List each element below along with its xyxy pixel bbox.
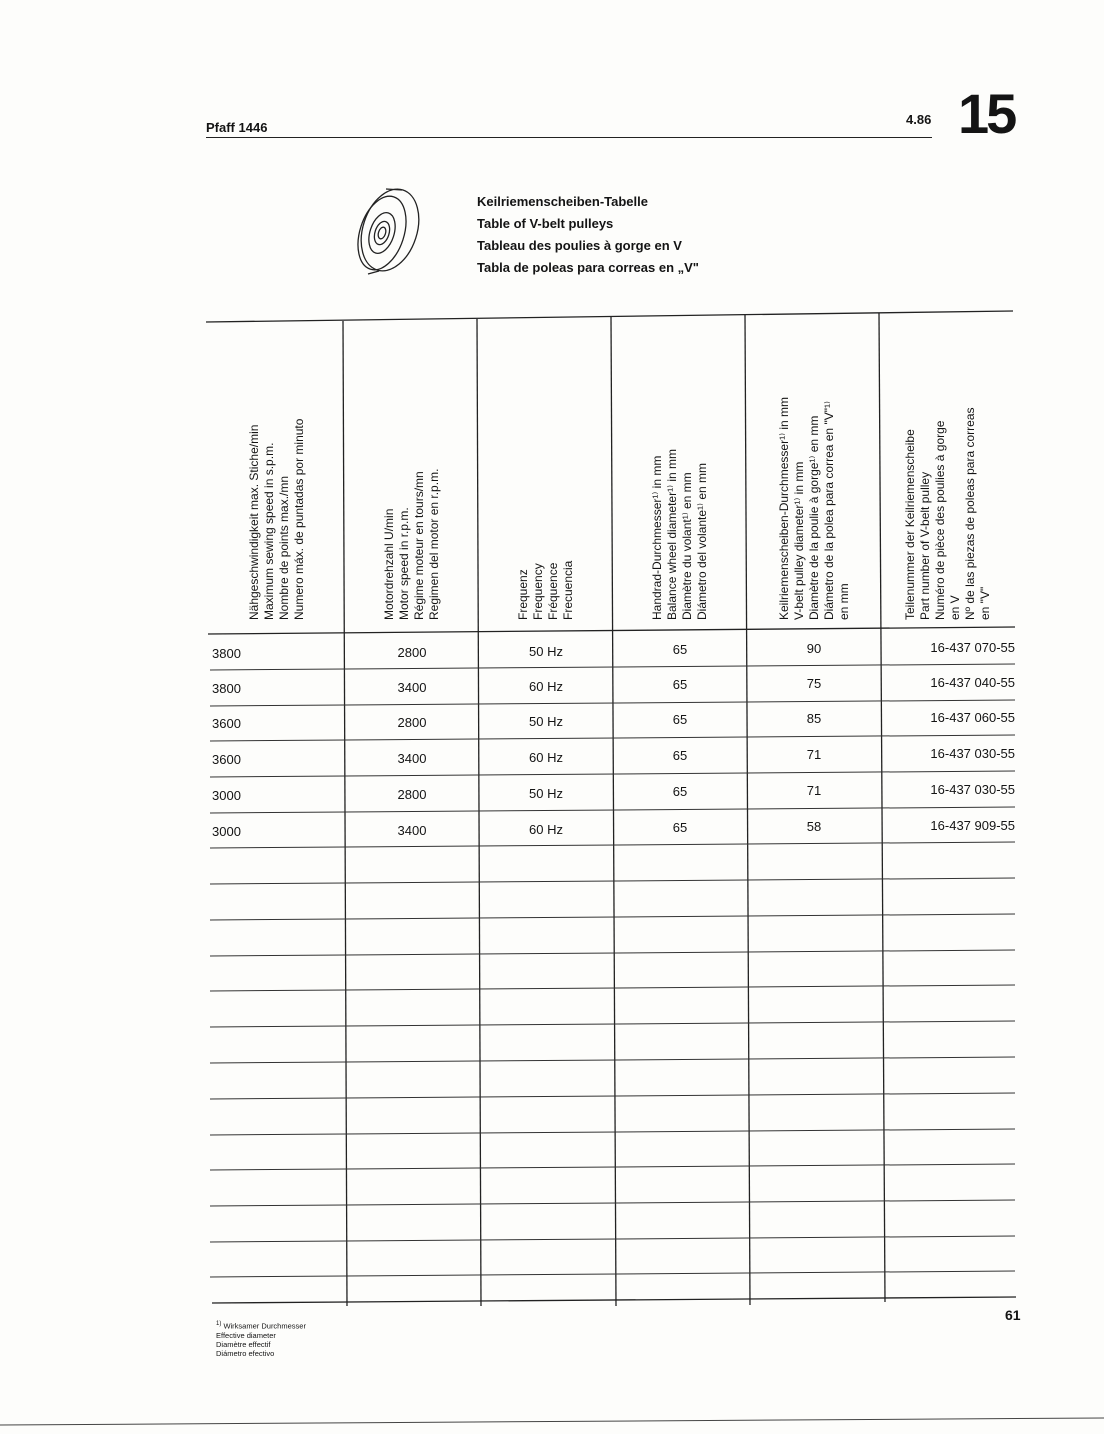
column-header-line: Numéro de pièce des poulies à gorge — [933, 420, 947, 620]
table-cell: 71 — [806, 747, 822, 763]
row-rule — [210, 950, 1015, 956]
row-rule — [210, 985, 1015, 991]
table-cell: 3800 — [212, 646, 241, 661]
column-header-line: Part number of V-belt pulley — [918, 471, 932, 620]
title-fr: Tableau des poulies à gorge en V — [477, 238, 682, 253]
table-cell: 60 Hz — [529, 678, 563, 694]
column-header-line: Numero máx. de puntadas por minuto — [291, 418, 306, 620]
table-cell: 71 — [806, 783, 822, 799]
footnote-line: Diamètre effectif — [216, 1339, 271, 1349]
section-number: 15 — [958, 82, 1015, 145]
row-rule — [210, 1021, 1015, 1027]
table-cell: 2800 — [397, 644, 427, 660]
table-cell: 3600 — [212, 716, 241, 731]
table-cell: 2800 — [397, 786, 427, 802]
column-header-line: Handrad-Durchmesser¹⁾ in mm — [650, 455, 664, 620]
table-cell: 75 — [806, 676, 822, 692]
table-cell: 16-437 070-55 — [930, 640, 1015, 655]
model-label: Pfaff 1446 — [206, 120, 268, 135]
column-header-line: Régime moteur en tours/mn — [412, 471, 426, 620]
table-cell: 50 Hz — [529, 713, 563, 729]
column-header-line: V-belt pulley diameter¹⁾ in mm — [791, 461, 806, 620]
column-header-line: Fréquence — [546, 562, 560, 620]
column-header-line: Balance wheel diameter¹⁾ in mm — [665, 448, 679, 620]
footnote-line: Wirksamer Durchmesser — [223, 1321, 306, 1331]
table-cell: 65 — [672, 642, 688, 658]
column-header-line: Diamètre de la poulie à gorge¹⁾ en mm — [806, 415, 821, 620]
row-rule — [210, 1271, 1015, 1277]
table-cell: 85 — [806, 711, 822, 727]
table-cell: 3400 — [397, 679, 427, 695]
table-cell: 16-437 060-55 — [930, 710, 1015, 725]
column-header-line: en V — [948, 595, 962, 620]
column-header — [903, 407, 993, 620]
column-header-line: Diámetro del volante¹⁾ en mm — [695, 462, 709, 620]
footnote-line: Diámetro efectivo — [216, 1348, 275, 1358]
column-header-line: Motor speed in r.p.m. — [397, 507, 411, 620]
table-cell: 60 Hz — [529, 749, 563, 765]
table-cell: 50 Hz — [529, 785, 563, 801]
title-de: Keilriemenscheiben-Tabelle — [477, 194, 648, 209]
row-rule — [210, 1057, 1015, 1063]
column-header-line: en mm — [836, 583, 851, 620]
table-cell: 2800 — [397, 714, 427, 730]
column-header — [247, 419, 307, 620]
table-cell: 50 Hz — [529, 643, 563, 659]
table-cell: 3000 — [212, 824, 241, 839]
footnote-marker: 1) — [216, 1321, 222, 1327]
table-cell: 16-437 030-55 — [930, 782, 1015, 797]
column-header-line: Teilenummer der Keilriemenscheibe — [903, 429, 917, 620]
table-cell: 16-437 909-55 — [930, 818, 1015, 833]
table-cell: 16-437 040-55 — [930, 675, 1015, 690]
table-cell: 58 — [806, 819, 822, 835]
table-cell: 65 — [672, 820, 688, 836]
column-header — [382, 469, 442, 620]
column-header-line: en "V" — [978, 586, 992, 620]
row-rule — [210, 1093, 1015, 1099]
page-number: 61 — [1005, 1307, 1021, 1323]
table-cell: 3600 — [212, 752, 241, 767]
column-header-line: Motordrehzahl U/min — [382, 508, 396, 620]
column-header-line: Diámetro de la polea para correa en "V"¹⁾ — [821, 401, 836, 620]
table-cell: 65 — [672, 784, 688, 800]
table-cell: 3800 — [212, 681, 241, 696]
column-header-line: Maximum sewing speed in s.p.m. — [261, 442, 276, 620]
column-header-line: Frequenz — [516, 569, 530, 620]
table-cell: 65 — [672, 748, 688, 764]
footnote-line: Effective diameter — [216, 1330, 276, 1340]
column-header — [516, 561, 576, 620]
table-cell: 3400 — [397, 750, 427, 766]
column-header-line: Keilriemenscheiben-Durchmesser¹⁾ in mm — [776, 396, 791, 620]
column-header-line: Nº de las piezas de poleas para correas — [963, 407, 977, 620]
table-cell: 65 — [672, 677, 688, 693]
column-header — [650, 449, 710, 620]
title-en: Table of V-belt pulleys — [477, 216, 614, 231]
row-rule — [210, 1129, 1015, 1135]
column-header-line: Regimen del motor en r.p.m. — [427, 468, 441, 620]
column-header-line: Nombre de points max./mn — [276, 475, 291, 620]
row-rule — [210, 771, 1015, 777]
table-cell: 90 — [806, 641, 822, 657]
row-rule — [210, 842, 1015, 848]
row-rule — [210, 878, 1015, 884]
table-cell: 65 — [672, 712, 688, 728]
row-rule — [210, 914, 1015, 920]
column-header-line: Frequency — [531, 563, 545, 620]
row-rule — [210, 1200, 1015, 1206]
table-cell: 3000 — [212, 788, 241, 803]
column-header-line: Nähgeschwindigkeit max. Stiche/min — [246, 424, 261, 620]
row-rule — [210, 1164, 1015, 1170]
table-cell: 16-437 030-55 — [930, 746, 1015, 761]
column-header-line: Diamètre du volant¹⁾ en mm — [680, 472, 694, 620]
date-label: 4.86 — [906, 112, 932, 127]
table-cell: 60 Hz — [529, 821, 563, 837]
table-cell: 3400 — [397, 822, 427, 838]
title-es: Tabla de poleas para correas en „V" — [477, 260, 699, 275]
column-header-line: Frecuencia — [561, 560, 575, 620]
column-header — [777, 397, 852, 620]
footnote — [216, 1320, 306, 1358]
row-rule — [210, 1236, 1015, 1242]
row-rule — [210, 807, 1015, 813]
